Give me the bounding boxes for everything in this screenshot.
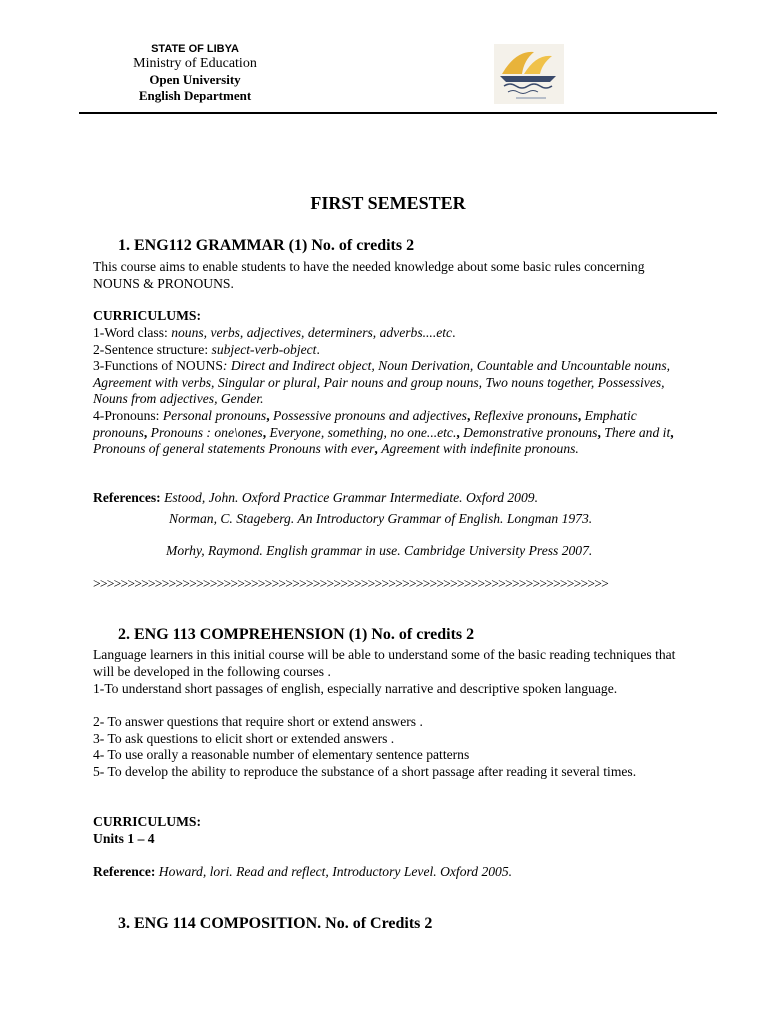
course2-curriculum-label: CURRICULUMS: bbox=[93, 814, 201, 829]
course1-item4: 4-Pronouns: Personal pronouns, Possessive pronouns and adjectives, Reflexive pronouns, Emphatic pronouns, Pronouns : one\ones, Everyone, something, no one...etc., Demonstrative pronouns, There and it, Pronouns of general statements Pronouns with ever, Agreement with indefinite pronouns. bbox=[93, 408, 674, 457]
item1-end: . bbox=[452, 325, 456, 340]
course1-reference-2: Norman, C. Stageberg. An Introductory Grammar of English. Longman 1973. bbox=[169, 511, 593, 526]
item4-part: Emphatic pronouns bbox=[93, 408, 637, 440]
open-university-logo bbox=[494, 44, 564, 104]
item4-part: Everyone, something, no one...etc. bbox=[269, 424, 457, 440]
course2-objective: 1-To understand short passages of english, especially narrative and descriptive spoken language. bbox=[93, 681, 618, 696]
letterhead bbox=[100, 42, 290, 104]
course1-reference-3: Morhy, Raymond. English grammar in use. Cambridge University Press 2007. bbox=[166, 543, 593, 558]
state-name: STATE OF LIBYA bbox=[151, 43, 239, 55]
item4-part: Reflexive pronouns bbox=[473, 408, 578, 423]
department-name: English Department bbox=[138, 88, 252, 103]
course1-intro: This course aims to enable students to have the needed knowledge about some basic rules concerning NOUNS & PRONOUNS. bbox=[93, 259, 645, 291]
page-title: FIRST SEMESTER bbox=[310, 193, 466, 213]
course1-item2 bbox=[93, 342, 683, 359]
item4-part: Possessive pronouns and adjectives bbox=[273, 408, 467, 423]
item4-part: Personal pronouns bbox=[162, 408, 267, 423]
item4-part: Demonstrative pronouns bbox=[463, 424, 598, 440]
item4-part: Pronouns of general statements Pronouns with ever bbox=[93, 441, 375, 457]
item4-part: There and it bbox=[604, 424, 671, 440]
item2-text: subject-verb-object bbox=[211, 342, 317, 357]
item3-text: : Direct and Indirect object, Noun Derivation, Countable and Uncountable nouns, Agreement with verbs, Singular or plural, Pair nouns and group nouns, Two nouns together, Possessives, Nouns from adjectives, Gender. bbox=[93, 358, 671, 407]
course1-item3 bbox=[93, 358, 683, 408]
header-rule bbox=[79, 112, 717, 114]
course2-heading: 2. ENG 113 COMPREHENSION (1) No. of credits 2 bbox=[118, 626, 475, 643]
reference-label: Reference: bbox=[93, 864, 159, 879]
item4-part: Pronouns : one\ones bbox=[150, 424, 263, 440]
item1-lead: 1-Word class: bbox=[93, 325, 172, 340]
item3-lead: 3-Functions of NOUNS bbox=[93, 358, 223, 373]
course1-item1 bbox=[93, 325, 683, 342]
ministry-name: Ministry of Education bbox=[133, 56, 257, 71]
item4-lead: 4-Pronouns: bbox=[93, 408, 163, 423]
references-label: References: bbox=[93, 490, 165, 505]
item4-part: Agreement with indefinite pronouns. bbox=[381, 441, 579, 457]
section-separator: >>>>>>>>>>>>>>>>>>>>>>>>>>>>>>>>>>>>>>>>>>>>>>>>>>>>>>>>>>>>>>>>>>>>>>>>>>> bbox=[93, 576, 608, 591]
course2-reference bbox=[93, 864, 683, 881]
reference-text: Estood, John. Oxford Practice Grammar Intermediate. Oxford 2009. bbox=[164, 490, 538, 505]
course2-intro: Language learners in this initial course will be able to understand some of the basic reading techniques that will be developed in the following courses . bbox=[93, 647, 676, 679]
item2-end: . bbox=[316, 342, 320, 357]
course2-objective: 3- To ask questions to elicit short or extended answers . bbox=[93, 731, 395, 746]
course1-curriculum-label: CURRICULUMS: bbox=[93, 308, 201, 323]
item2-lead: 2-Sentence structure: bbox=[93, 342, 212, 357]
course1-reference-1 bbox=[93, 490, 683, 507]
course2-objective: 2- To answer questions that require short or extend answers . bbox=[93, 714, 423, 729]
course2-objective: 4- To use orally a reasonable number of elementary sentence patterns bbox=[93, 747, 470, 762]
course2-units: Units 1 – 4 bbox=[93, 831, 155, 846]
reference-text: Howard, lori. Read and reflect, Introductory Level. Oxford 2005. bbox=[158, 864, 513, 879]
item1-text: nouns, verbs, adjectives, determiners, adverbs....etc bbox=[171, 325, 453, 340]
course1-heading: 1. ENG112 GRAMMAR (1) No. of credits 2 bbox=[118, 237, 415, 254]
course3-heading: 3. ENG 114 COMPOSITION. No. of Credits 2 bbox=[118, 915, 433, 932]
university-name: Open University bbox=[149, 72, 241, 87]
course2-objective: 5- To develop the ability to reproduce the substance of a short passage after reading it several times. bbox=[93, 764, 637, 779]
